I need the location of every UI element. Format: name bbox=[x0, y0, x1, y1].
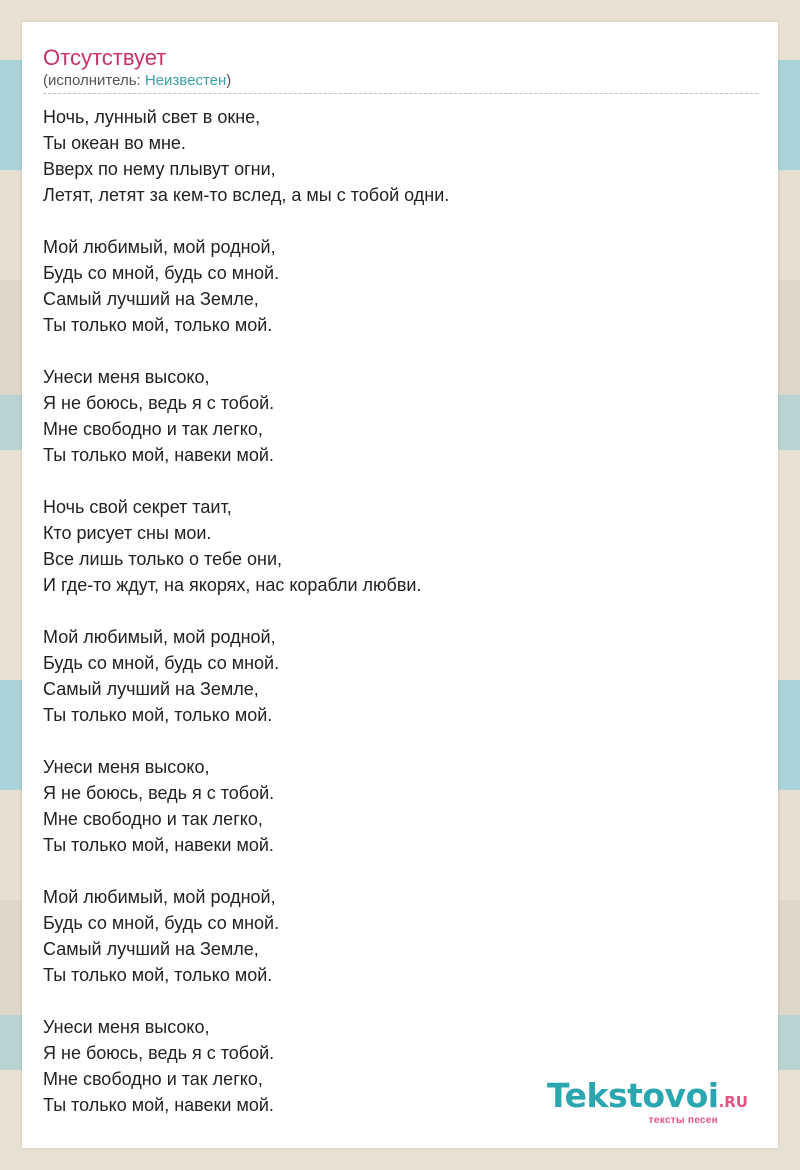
lyric-line: Унеси меня высоко, bbox=[43, 757, 210, 777]
lyric-line: Будь со мной, будь со мной. bbox=[43, 653, 280, 673]
lyric-line: Я не боюсь, ведь я с тобой. bbox=[43, 783, 275, 803]
lyric-line: Ты только мой, только мой. bbox=[43, 965, 273, 985]
lyric-line: Ты только мой, навеки мой. bbox=[43, 445, 274, 465]
lyric-line: Я не боюсь, ведь я с тобой. bbox=[43, 393, 275, 413]
lyric-line: Все лишь только о тебе они, bbox=[43, 549, 283, 569]
lyric-line: Будь со мной, будь со мной. bbox=[43, 913, 280, 933]
lyrics-body bbox=[43, 104, 758, 1144]
stanza bbox=[43, 494, 758, 598]
logo-tagline: тексты песен bbox=[648, 1115, 718, 1126]
lyric-line: Мне свободно и так легко, bbox=[43, 1069, 263, 1089]
lyric-line: Унеси меня высоко, bbox=[43, 1017, 210, 1037]
lyric-line: Ты океан во мне. bbox=[43, 133, 186, 153]
lyric-line: Унеси меня высоко, bbox=[43, 367, 210, 387]
artist-line bbox=[43, 72, 758, 90]
artist-prefix: (исполнитель: bbox=[43, 72, 145, 89]
song-header bbox=[43, 44, 758, 94]
lyric-line: Ночь, лунный свет в окне, bbox=[43, 107, 261, 127]
lyric-line: Самый лучший на Земле, bbox=[43, 939, 259, 959]
lyric-line: Мой любимый, мой родной, bbox=[43, 237, 276, 257]
artist-link[interactable]: Неизвестен bbox=[144, 72, 227, 89]
logo-wordmark bbox=[547, 1076, 748, 1119]
song-title: Отсутствует bbox=[43, 45, 167, 70]
site-logo[interactable] bbox=[547, 1076, 748, 1126]
lyric-line: Ты только мой, навеки мой. bbox=[43, 835, 274, 855]
lyric-line: Летят, летят за кем-то вслед, а мы с тобой одни. bbox=[43, 185, 450, 205]
lyric-line: Я не боюсь, ведь я с тобой. bbox=[43, 1043, 275, 1063]
lyric-line: Самый лучший на Земле, bbox=[43, 679, 259, 699]
lyric-line: Кто рисует сны мои. bbox=[43, 523, 212, 543]
lyric-line: Ты только мой, только мой. bbox=[43, 315, 273, 335]
lyric-line: Мой любимый, мой родной, bbox=[43, 887, 276, 907]
stanza bbox=[43, 624, 758, 728]
logo-tld: .RU bbox=[718, 1093, 748, 1111]
lyric-line: Вверх по нему плывут огни, bbox=[43, 159, 276, 179]
lyric-line: Ты только мой, навеки мой. bbox=[43, 1095, 274, 1115]
stanza bbox=[43, 364, 758, 468]
stanza bbox=[43, 884, 758, 988]
lyric-line: И где-то ждут, на якорях, нас корабли любви. bbox=[43, 575, 422, 595]
lyric-line: Мне свободно и так легко, bbox=[43, 419, 263, 439]
artist-suffix: ) bbox=[226, 72, 232, 89]
lyric-line: Ночь свой секрет таит, bbox=[43, 497, 232, 517]
lyric-line: Будь со мной, будь со мной. bbox=[43, 263, 280, 283]
logo-name: Tekstovoi bbox=[547, 1076, 719, 1115]
stanza bbox=[43, 104, 758, 208]
stanza bbox=[43, 234, 758, 338]
lyric-line: Самый лучший на Земле, bbox=[43, 289, 259, 309]
lyric-line: Ты только мой, только мой. bbox=[43, 705, 273, 725]
lyrics-sheet bbox=[22, 22, 778, 1148]
lyric-line: Мой любимый, мой родной, bbox=[43, 627, 276, 647]
stanza bbox=[43, 754, 758, 858]
lyric-line: Мне свободно и так легко, bbox=[43, 809, 263, 829]
